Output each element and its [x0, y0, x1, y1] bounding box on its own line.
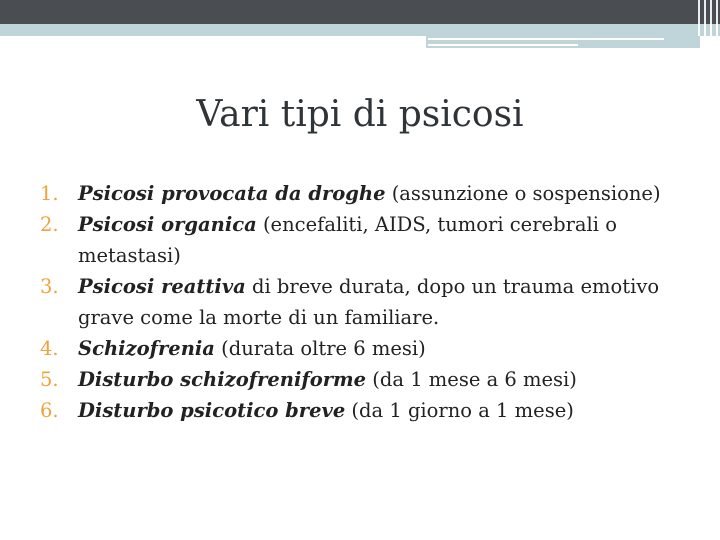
item-number: 1. — [40, 182, 59, 205]
slide-title: Vari tipi di psicosi — [196, 94, 524, 135]
item-number: 3. — [40, 275, 59, 298]
item-term: Disturbo psicotico breve — [78, 399, 346, 422]
decorative-line — [428, 38, 664, 40]
item-number: 5. — [40, 368, 59, 391]
item-description: (da 1 mese a 6 mesi) — [366, 368, 577, 391]
list-item — [40, 178, 690, 209]
item-number: 6. — [40, 399, 59, 422]
list-item — [40, 209, 690, 271]
item-description: di breve durata, dopo un trauma emotivo grave come la morte di un familiare. — [78, 275, 660, 329]
decorative-line — [428, 44, 578, 46]
decorative-tab — [426, 36, 700, 48]
list-item — [40, 364, 690, 395]
item-term: Psicosi reattiva — [78, 275, 246, 298]
item-description: (encefaliti, AIDS, tumori cerebrali o metastasi) — [78, 213, 617, 267]
item-description: (assunzione o sospensione) — [385, 182, 661, 205]
item-description: (durata oltre 6 mesi) — [214, 337, 426, 360]
item-number: 4. — [40, 337, 59, 360]
list-item — [40, 271, 690, 333]
header-stripes — [694, 0, 720, 24]
item-term: Psicosi organica — [78, 213, 257, 236]
item-term: Disturbo schizofreniforme — [78, 368, 367, 391]
item-term: Schizofrenia — [78, 337, 215, 360]
header-subband — [0, 24, 720, 36]
psychosis-list — [40, 178, 690, 426]
item-description: (da 1 giorno a 1 mese) — [345, 399, 574, 422]
list-item — [40, 395, 690, 426]
list-item — [40, 333, 690, 364]
item-number: 2. — [40, 213, 59, 236]
subband-stripes — [694, 24, 720, 36]
header-band — [0, 0, 720, 24]
item-term: Psicosi provocata da droghe — [78, 182, 386, 205]
